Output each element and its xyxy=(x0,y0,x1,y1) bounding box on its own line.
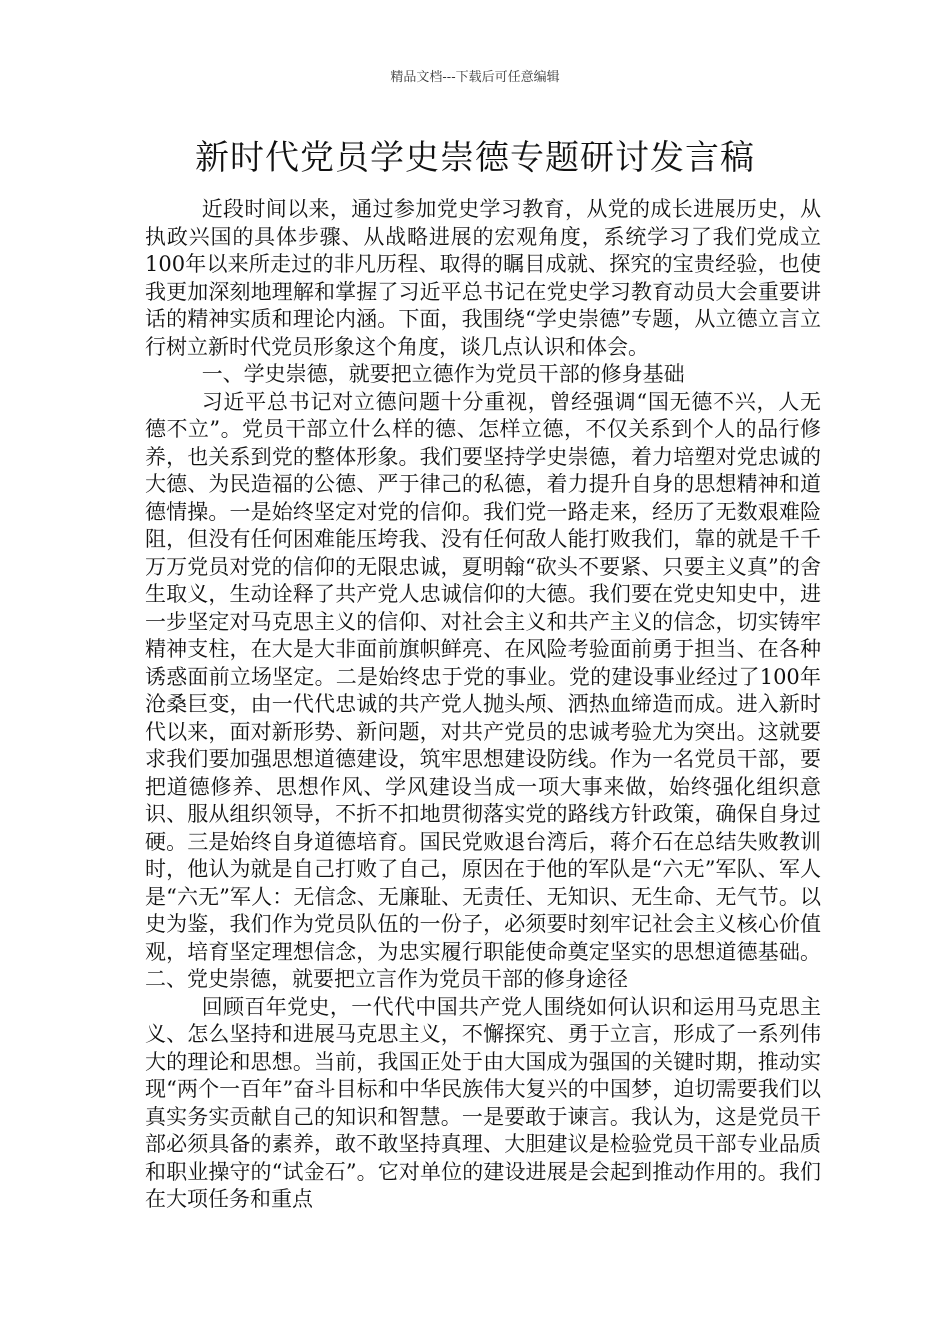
header-note: 精品文档---下载后可任意编辑 xyxy=(390,70,560,85)
document-body xyxy=(145,196,821,1214)
document-title: 新时代党员学史崇德专题研讨发言稿 xyxy=(195,138,755,178)
paragraph-section-2: 回顾百年党史，一代代中国共产党人围绕如何认识和运用马克思主义、怎么坚持和进展马克思主义，不懈探究、勇于立言，形成了一系列伟大的理论和思想。当前，我国正处于由大国成为强国的关键时期，推动实现“两个一百年”奋斗目标和中华民族伟大复兴的中国梦，迫切需要我们以真实务实贡献自己的知识和智慧。一是要敢于谏言。我认为，这是党员干部必须具备的素养，敢不敢坚持真理、大胆建议是检验党员干部专业品质和职业操守的“试金石”。它对单位的建设进展是会起到推动作用的。我们在大项任务和重点 xyxy=(145,994,821,1211)
section-heading-1: 一、学史崇德，就要把立德作为党员干部的修身基础 xyxy=(201,362,685,386)
paragraph-intro: 近段时间以来，通过参加党史学习教育，从党的成长进展历史，从执政兴国的具体步骤、从战略进展的宏观角度，系统学习了我们党成立100年以来所走过的非凡历程、取得的瞩目成就、探究的宝贵经验，也使我更加深刻地理解和掌握了习近平总书记在党史学习教育动员大会重要讲话的精神实质和理论内涵。下面，我围绕“学史崇德”专题，从立德立言立行树立新时代党员形象这个角度，谈几点认识和体会。 xyxy=(145,197,821,359)
paragraph-section-1: 习近平总书记对立德问题十分重视，曾经强调“国无德不兴，人无德不立”。党员干部立什么样的德、怎样立德，不仅关系到个人的品行修养，也关系到党的整体形象。我们要坚持学史崇德，着力培塑对党忠诚的大德、为民造福的公德、严于律己的私德，着力提升自身的思想精神和道德情操。一是始终坚定对党的信仰。我们党一路走来，经历了无数艰难险阻，但没有任何困难能压垮我、没有任何敌人能打败我们，靠的就是千千万万党员对党的信仰的无限忠诚，夏明翰“砍头不要紧、只要主义真”的舍生取义，生动诠释了共产党人忠诚信仰的大德。我们要在党史知史中，进一步坚定对马克思主义的信仰、对社会主义和共产主义的信念，切实铸牢精神支柱，在大是大非面前旗帜鲜亮、在风险考验面前勇于担当、在各种诱惑面前立场坚定。二是始终忠于党的事业。党的建设事业经过了100年沧桑巨变，由一代代忠诚的共产党人抛头颅、洒热血缔造而成。进入新时代以来，面对新形势、新问题，对共产党员的忠诚考验尤为突出。这就要求我们要加强思想道德建设，筑牢思想建设防线。作为一名党员干部，要把道德修养、思想作风、学风建设当成一项大事来做，始终强化组织意识、服从组织领导，不折不扣地贯彻落实党的路线方针政策，确保自身过硬。三是始终自身道德培育。国民党败退台湾后，蒋介石在总结失败教训时，他认为就是自己打败了自己，原因在于他的军队是“六无”军队、军人是“六无”军人：无信念、无廉耻、无责任、无知识、无生命、无气节。以史为鉴，我们作为党员队伍的一份子，必须要时刻牢记社会主义核心价值观，培育坚定理想信念，为忠实履行职能使命奠定坚实的思想道德基础。二、党史崇德，就要把立言作为党员干部的修身途径 xyxy=(145,389,821,991)
